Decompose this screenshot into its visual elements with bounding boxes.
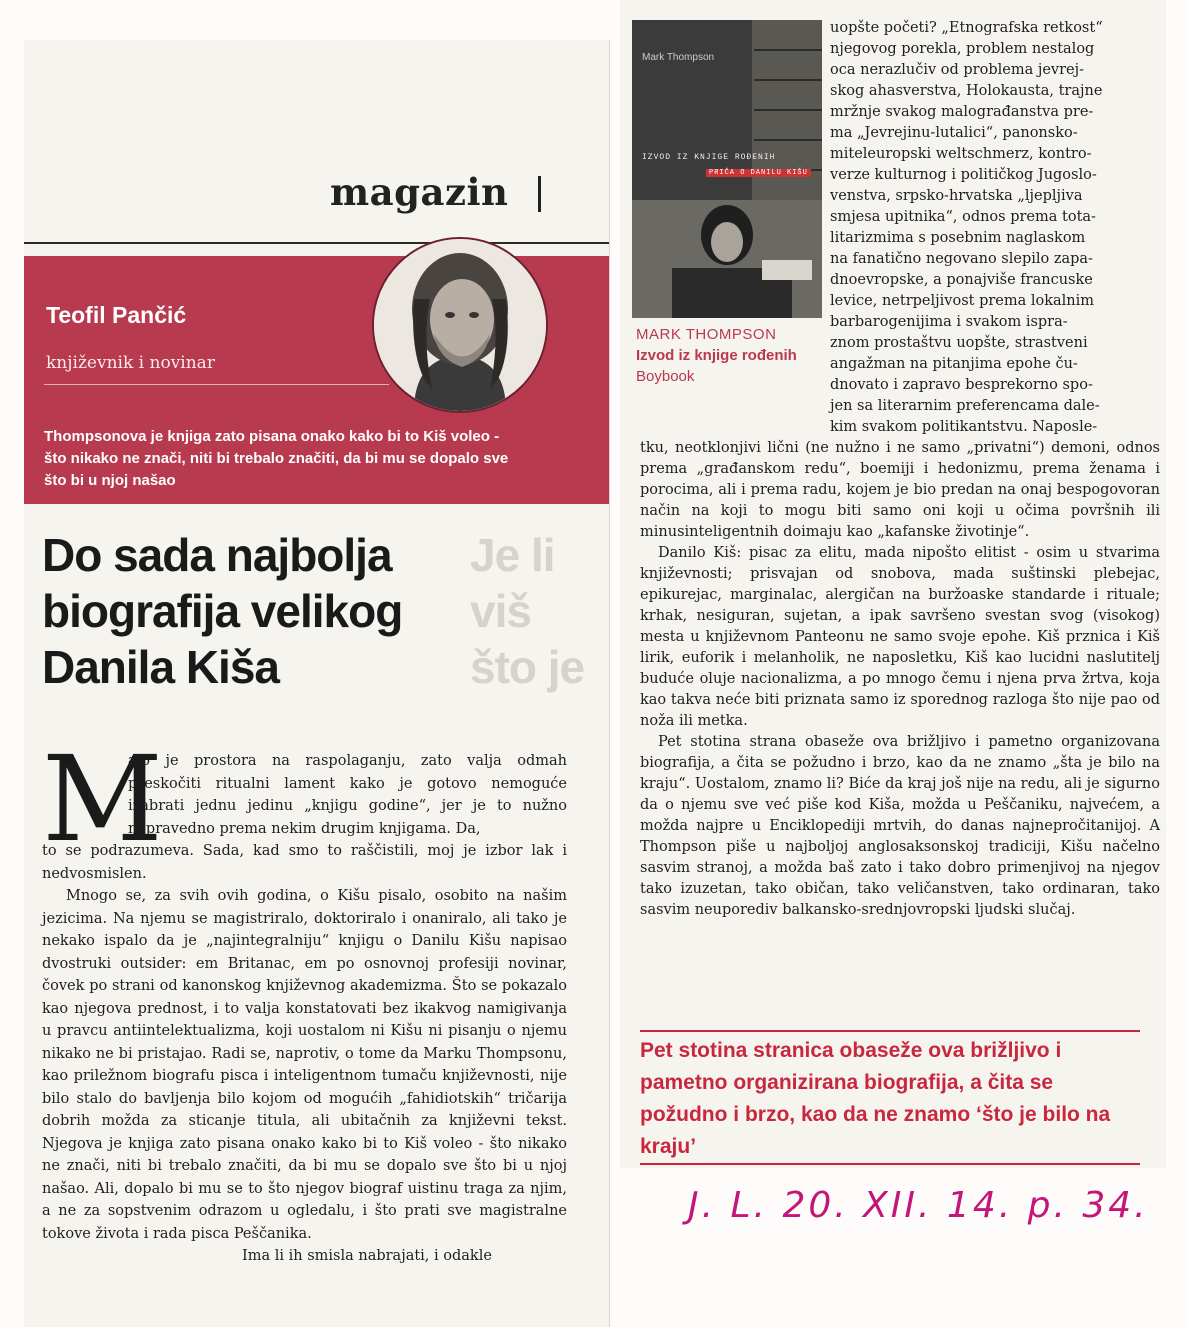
header-rule bbox=[24, 242, 609, 244]
pull-quote-rule-top bbox=[640, 1030, 1140, 1032]
wrap-line: verze kulturnog i političkog Jugoslo- bbox=[830, 167, 1097, 183]
ghost-line-2: viš bbox=[470, 585, 531, 637]
wrap-line: dnoevropske, a ponajviše francuske bbox=[830, 272, 1093, 288]
book-publisher: Boybook bbox=[636, 368, 695, 385]
paragraph: Mnogo se, za svih ovih godina, o Kišu pisalo, osobito na našim jezicima. Na njemu se magistriralo, doktoriralo i onaniralo, ali tako je nekako ispalo da je „najintegralniju“ knjigu o Danilu Kišu napisao dvostruki outsider: em Britanac, em po osnovnoj profesiji novinar, čovek po strani od kanonskog književnog akademizma. Što se pokazalo kao njegova prednost, i to valja konstatovati bez ikakvog namigivanja u pravcu antiintelektualizma, koji uostalom ni Kišu ni pisanju o njemu nikako ne bi pristajao. Radi se, naprotiv, o tome da Marku Thompsonu, kao priležnom biografu pisca i inteligentnom tumaču književnosti, nije bilo stalo do bavljenja bilo kojom od mogućih „fahidiotskih“ tričarija dobrih možda za sticanje titula, ali ubitačnih za književni tekst. Njegova je knjiga zato pisana onako kako bi to Kiš voleo - što nikako ne znači, niti bi trebalo značiti, da bi mu se dopalo sve što bi u njoj našao. Ali, dopalo bi mu se to što njegov biograf uistinu traga za njim, a ne za sopstvenim odrazom u ogledalu, i što prati sve magistralne tokove života i rada pisca Peščanika. bbox=[42, 888, 567, 1242]
wrap-line: znom prostaštvu uopšte, strastveni bbox=[830, 335, 1088, 351]
pull-quote-rule-bottom bbox=[640, 1163, 1140, 1165]
book-cover-subtitle: PRIČA O DANILU KIŠU bbox=[706, 169, 811, 177]
author-name: Teofil Pančić bbox=[46, 302, 187, 328]
article-headline bbox=[42, 527, 562, 695]
article-body-left bbox=[42, 750, 567, 1268]
wrap-line: barbarogenijima i svakom ispra- bbox=[830, 314, 1068, 330]
headline-line-1: Do sada najbolja bbox=[42, 529, 392, 581]
wrap-line: miteleuropski weltschmerz, kontro- bbox=[830, 146, 1092, 162]
paragraph: Danilo Kiš: pisac za elitu, mada nipošto elitist - osim u stvarima književnosti; prisvajan od snobova, mada suštinski plebejac, epikurejac, marginalac, alergičan na buržoaske standarde i rituale; krhak, nesiguran, sujetan, a ipak savršeno svestan svog (visokog) mesta u književnom Panteonu ne samo svoje epohe. Kiš prznica i Kiš lirik, euforik i melanholik, ne naposletku, Kiš kao lucidni naslutitelj buduće oluje nacionalizma, a po mnogo čemu i njena prva žrtva, koja kao takva neće biti priznata samo iz sporednog razloga što nije pao od noža ili metka. bbox=[640, 545, 1160, 729]
wrap-line: smjesa upitnika“, odnos prema tota- bbox=[830, 209, 1096, 225]
wrap-line: jen sa literarnim preferencama dale- bbox=[830, 398, 1100, 414]
paragraph: tku, neotklonjivi lični (ne nužno i ne samo „privatni“) demoni, odnos prema „građanskom redu“, boemiji i hedonizmu, prema ženama i porocima, ali i prema radu, kojem je bio predan na onaj bespogovoran način na koji to mogu biti samo oni koji u očima površnih ili minusinteligentnih doimaju kao „kafanske životinje“. bbox=[640, 440, 1160, 540]
paragraph: Ima li ih smisla nabrajati, i odakle bbox=[242, 1248, 492, 1264]
wrap-line: ma „Jevrejinu-lutalici“, panonsko- bbox=[830, 125, 1078, 141]
wrap-line: dnovato i zapravo besprekorno spo- bbox=[830, 377, 1093, 393]
author-quote: Thompsonova je knjiga zato pisana onako kako bi to Kiš voleo - što nikako ne znači, niti bi trebalo značiti, da bi mu se dopalo sve što bi u njoj našao bbox=[44, 428, 509, 489]
pull-quote: Pet stotina stranica obaseže ova brižljivo i pametno organizirana biografija, a čita se požudno i brzo, kao da ne znamo ‘što je bilo na kraju’ bbox=[640, 1039, 1111, 1158]
author-portrait-icon bbox=[374, 239, 546, 411]
wrap-line: na fanatično negovano slepilo zapa- bbox=[830, 251, 1093, 267]
book-author: MARK THOMPSON bbox=[636, 326, 777, 343]
wrap-line: mržnje svakog malograđanstva pre- bbox=[830, 104, 1094, 120]
section-label: magazin bbox=[330, 170, 509, 214]
handwritten-note: J. L. 20. XII. 14. p. 34. bbox=[688, 1185, 1149, 1226]
wrap-line: angažman na pitanjima epohe ču- bbox=[830, 356, 1078, 372]
ghost-line-1: Je li bbox=[470, 529, 555, 581]
wrap-line: njegovog porekla, problem nestalog bbox=[830, 41, 1095, 57]
author-photo bbox=[372, 237, 548, 413]
book-cover-title: IZVOD IZ KNJIGE ROĐENIH bbox=[642, 153, 776, 162]
paragraph: Pet stotina strana obaseže ova brižljivo i pametno organizovana biografija, a čita se požudno i brzo, kao da ne znamo „šta je bilo na kraju“. Uostalom, znamo li? Biće da kraj još nije na redu, ali je sigurno da o njemu sve već piše kod Kiša, možda u Peščaniku, najvećem, a možda najpre u Enciklopediji mrtvih, do danas najnepročitanijoj. A Thompson piše u najboljoj anglosaksonskoj tradiciji, Kišu načelno sasvim stranoj, a možda baš zato i tako dobro primenjivoj na njegov tako izuzetan, tako običan, tako veličanstven, tako ordinaran, tako sasvim neuporediv balkansko-srednjovropski ljudski slučaj. bbox=[640, 734, 1160, 918]
headline-line-3: Danila Kiša bbox=[42, 641, 279, 693]
paragraph-lead: alo je prostora na raspolaganju, zato valja odmah preskočiti ritualni lament kako je gotovo nemoguće izabrati jednu jedinu „knjigu godine“, jer je to nužno nepravedno prema nekim drugim knjigama. Da, bbox=[128, 753, 567, 837]
wrap-line: skog ahasverstva, Holokausta, trajne bbox=[830, 83, 1103, 99]
author-role: književnik i novinar bbox=[46, 353, 215, 373]
section-divider bbox=[538, 176, 541, 212]
wrap-line: kim svakom politikantstvu. Naposle- bbox=[830, 419, 1098, 435]
drop-cap: M bbox=[42, 730, 163, 868]
author-divider bbox=[44, 384, 389, 385]
ghost-line-3: što je bbox=[470, 641, 585, 693]
wrap-line: litarizmima s posebnim naglaskom bbox=[830, 230, 1086, 246]
wrap-line: uopšte početi? „Etnografska retkost“ bbox=[830, 20, 1103, 36]
book-cover-author: Mark Thompson bbox=[642, 52, 715, 63]
paragraph-wrapped bbox=[640, 18, 1160, 438]
wrap-line: venstva, srpsko-hrvatska „ljepljiva bbox=[830, 188, 1083, 204]
headline-line-2: biografija velikog bbox=[42, 585, 403, 637]
article-body-right bbox=[640, 18, 1160, 921]
paragraph-lead-rest: to se podrazumeva. Sada, kad smo to raščistili, moj je izbor lak i nedvosmislen. bbox=[42, 843, 567, 882]
wrap-line: oca nerazlučiv od problema jevrej- bbox=[830, 62, 1085, 78]
wrap-line: levice, netrpeljivost prema lokalnim bbox=[830, 293, 1095, 309]
book-title: Izvod iz knjige rođenih bbox=[636, 347, 797, 364]
